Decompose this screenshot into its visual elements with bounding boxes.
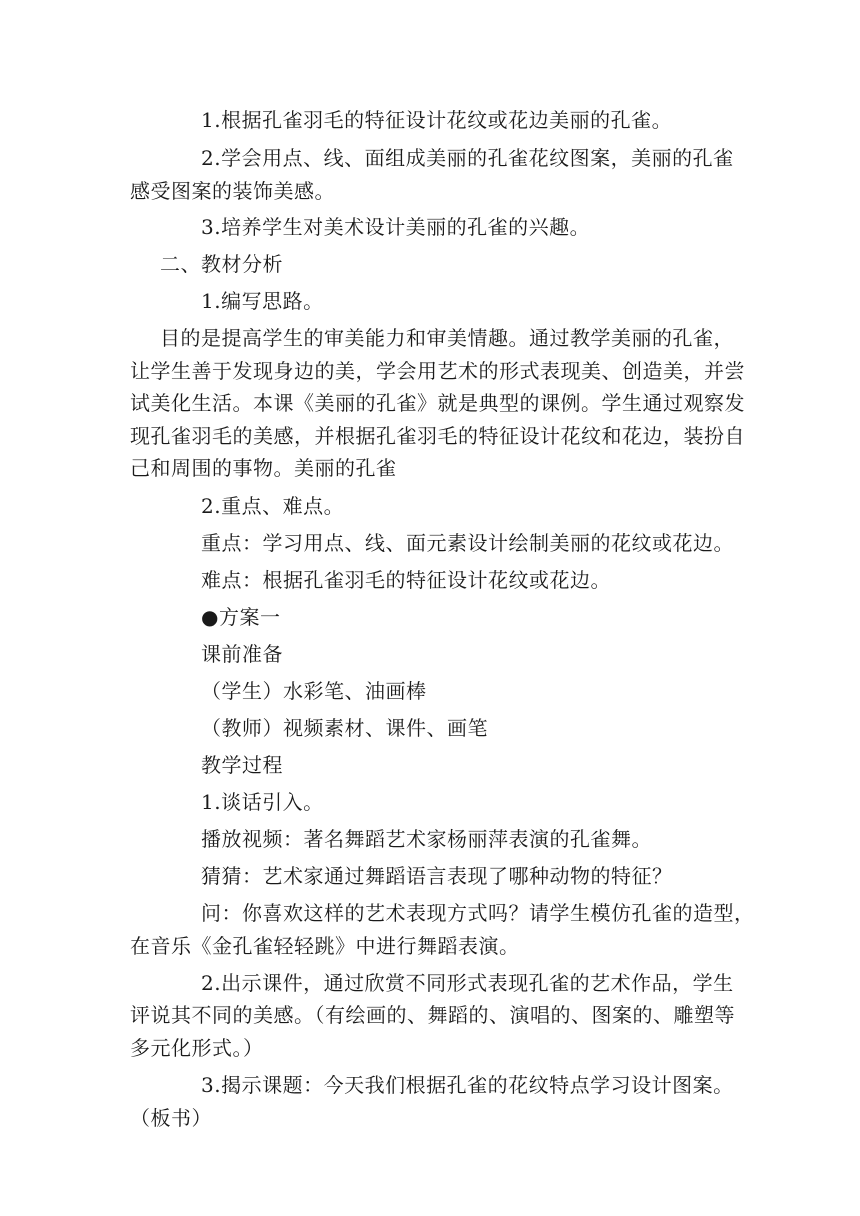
step-3-line-1: 3.揭示课题：今天我们根据孔雀的花纹特点学习设计图案。	[201, 1073, 734, 1097]
guess-text: 猜猜：艺术家通过舞蹈语言表现了哪种动物的特征？	[201, 864, 673, 888]
objective-3: 3.培养学生对美术设计美丽的孔雀的兴趣。	[201, 215, 591, 239]
plan-heading: ●方案一	[201, 605, 281, 629]
analysis-paragraph-line-3: 试美化生活。本课《美丽的孔雀》就是典型的课例。学生通过观察发	[130, 391, 745, 415]
pre-class-preparation: 课前准备	[201, 642, 283, 666]
step-2-line-2: 评说其不同的美感。（有绘画的、舞蹈的、演唱的、图案的、雕塑等	[130, 1003, 735, 1027]
step-3-line-2: （板书）	[130, 1106, 212, 1130]
subheading-writing-approach: 1.编写思路。	[201, 289, 324, 313]
objective-1: 1.根据孔雀羽毛的特征设计花纹或花边美丽的孔雀。	[201, 108, 673, 132]
key-point: 重点：学习用点、线、面元素设计绘制美丽的花纹或花边。	[201, 531, 734, 555]
step-2-line-3: 多元化形式。）	[130, 1036, 264, 1060]
student-materials: （学生）水彩笔、油画棒	[201, 679, 427, 703]
step-1: 1.谈话引入。	[201, 790, 324, 814]
objective-2-line-2: 感受图案的装饰美感。	[130, 179, 335, 203]
step-2-line-1: 2.出示课件，通过欣赏不同形式表现孔雀的艺术作品，学生	[201, 971, 734, 995]
teaching-process-heading: 教学过程	[201, 753, 283, 777]
analysis-paragraph-line-4: 现孔雀羽毛的美感，并根据孔雀羽毛的特征设计花纹和花边，装扮自	[130, 424, 745, 448]
difficult-point: 难点：根据孔雀羽毛的特征设计花纹或花边。	[201, 568, 611, 592]
analysis-paragraph-line-1: 目的是提高学生的审美能力和审美情趣。通过教学美丽的孔雀，	[160, 326, 734, 350]
objective-2-line-1: 2.学会用点、线、面组成美丽的孔雀花纹图案，美丽的孔雀	[201, 146, 734, 170]
teacher-materials: （教师）视频素材、课件、画笔	[201, 716, 488, 740]
subheading-key-difficult-points: 2.重点、难点。	[201, 494, 345, 518]
section-heading-textbook-analysis: 二、教材分析	[160, 252, 283, 276]
analysis-paragraph-line-2: 让学生善于发现身边的美，学会用艺术的形式表现美、创造美，并尝	[130, 359, 745, 383]
question-line-2: 在音乐《金孔雀轻轻跳》中进行舞蹈表演。	[130, 934, 520, 958]
question-line-1: 问：你喜欢这样的艺术表现方式吗？请学生模仿孔雀的造型，	[201, 901, 755, 925]
play-video-text: 播放视频：著名舞蹈艺术家杨丽萍表演的孔雀舞。	[201, 827, 652, 851]
analysis-paragraph-line-5: 己和周围的事物。美丽的孔雀	[130, 456, 397, 480]
